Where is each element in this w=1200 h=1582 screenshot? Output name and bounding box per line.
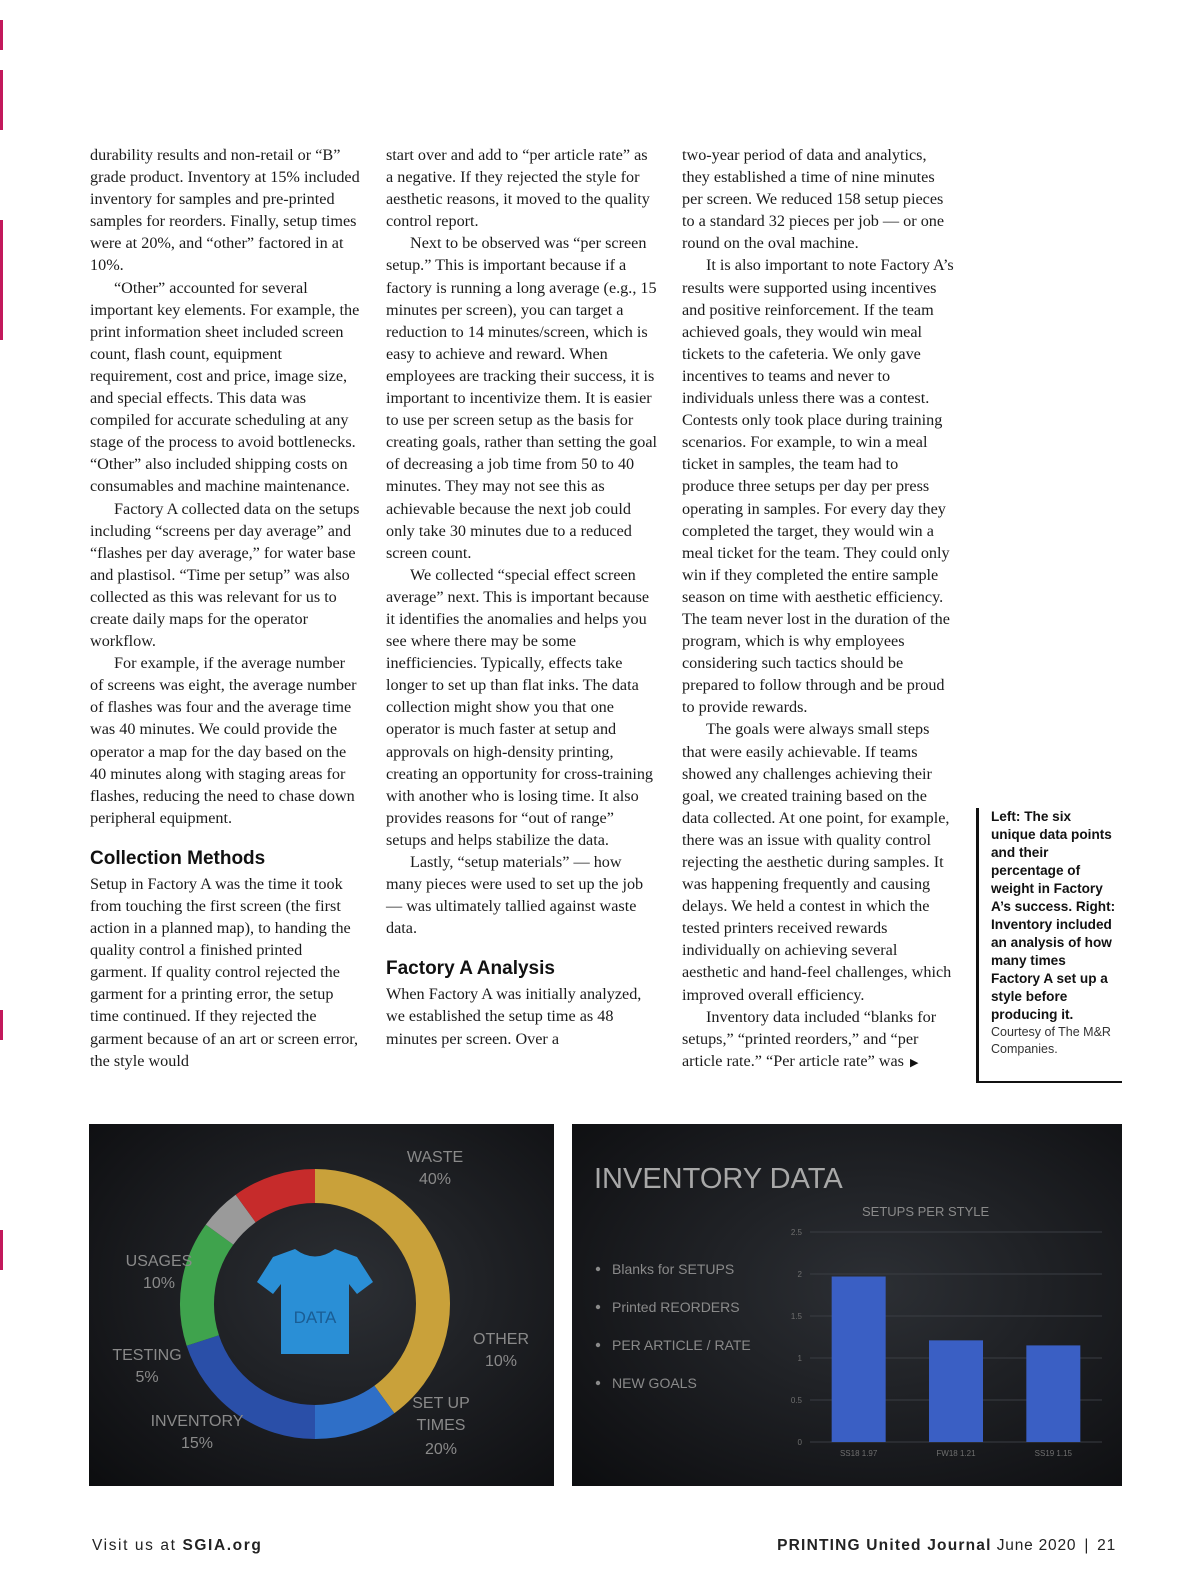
bullet-dot [596, 1305, 600, 1309]
website-link[interactable]: SGIA.org [182, 1537, 263, 1554]
x-tick-label: FW18 1.21 [936, 1449, 976, 1458]
inventory-chart-figure [572, 1124, 1122, 1486]
caption-text: Left: The six unique data points and their percentage of weight in Factory A’s success. Right: Inventory included an analysis of how many times Factory A set up a style before producing it. [991, 809, 1116, 1022]
paragraph: We collected “special effect screen average” next. This is important because it identifies the anomalies and helps you see where there may be some inefficiencies. Typically, effects take longer to set up than flat inks. The data collection might show you that one operator is much faster at setup and approvals on high-density printing, creating an opportunity for cross-training with another who is losing time. It also provides reasons for “out of range” setups and helps stabilize the data. [386, 565, 654, 849]
bar [832, 1277, 886, 1442]
article-column-3 [682, 144, 954, 1074]
label-testing-pct: 5% [135, 1369, 159, 1386]
paragraph-text: Inventory data included “blanks for setups,” “printed reorders,” and “per article rate.” “Per article rate” was [682, 1007, 937, 1070]
bullet-item: PER ARTICLE / RATE [612, 1337, 751, 1353]
chart-subtitle: SETUPS PER STYLE [862, 1204, 990, 1219]
bullet-dot [596, 1267, 600, 1271]
donut-center-label: DATA [293, 1308, 337, 1327]
label-usages-pct: 10% [142, 1275, 176, 1292]
bar [929, 1340, 983, 1442]
paragraph [682, 1006, 954, 1074]
x-tick-label: SS18 1.97 [839, 1449, 878, 1458]
edge-mark [0, 1230, 3, 1270]
label-inventory-name: INVENTORY [150, 1413, 244, 1430]
bullet-item: Printed REORDERS [612, 1299, 740, 1315]
footer-website [92, 1537, 262, 1555]
bar [1026, 1345, 1080, 1442]
paragraph: Lastly, “setup materials” — how many pieces were used to set up the job — was ultimately tallied against waste data. [386, 853, 644, 938]
donut-segment-inventory [197, 1235, 220, 1341]
bars [832, 1277, 1081, 1442]
label-setup-name-1: SET UP [412, 1395, 470, 1412]
y-tick-label: 0.5 [790, 1396, 802, 1405]
footer-issue-info [777, 1537, 1116, 1555]
paragraph: The goals were always small steps that were easily achievable. If teams showed any challenges achieving their goal, we created training based on the data collected. At one point, for example, there was an issue with quality control rejecting the aesthetic during samples. It was happening frequently and causing delays. We held a contest in which the tested printers received rewards individually on achieving several aesthetic and hand-feel challenges, which improved overall efficiency. [682, 720, 952, 1004]
label-usages-name: USAGES [125, 1253, 193, 1270]
bullet-item: Blanks for SETUPS [612, 1261, 735, 1277]
paragraph: For example, if the average number of screens was eight, the average number of flashes was four and the average time was 40 minutes. We could provide the operator a map for the day based on the 40 minutes along with staging areas for flashes, reducing the need to chase down peripheral equipment. [90, 654, 357, 827]
article-column-2 [386, 144, 658, 1050]
separator: | [1084, 1537, 1090, 1554]
t-shirt-icon [257, 1249, 373, 1354]
page-number: 21 [1097, 1537, 1116, 1554]
issue-date: June 2020 [996, 1537, 1077, 1554]
paragraph: When Factory A was initially analyzed, we established the setup time as 48 minutes per screen. Over a [386, 985, 642, 1048]
bullet-dot [596, 1343, 600, 1347]
label-setup-pct: 20% [424, 1441, 458, 1458]
paragraph: Next to be observed was “per screen setup.” This is important because if a factory is running a long average (e.g., 15 minutes per screen), you can target a reduction to 14 minutes/screen, which is easy to achieve and reward. When employees are tracking their success, it is important to incentivize them. It is easier to use per screen setup as the basis for creating goals, rather than setting the goal of decreasing a job time from 50 to 40 minutes. They may not see this as achievable because the next job could only take 30 minutes due to a reduced screen count. [386, 234, 658, 562]
section-heading: Factory A Analysis [386, 958, 555, 980]
label-testing-name: TESTING [112, 1347, 182, 1364]
label-setup-name-2: TIMES [416, 1417, 466, 1434]
paragraph: start over and add to “per article rate” as a negative. If they rejected the style for aesthetic reasons, it moved to the quality control report. [386, 146, 650, 231]
donut-figure [89, 1124, 554, 1486]
label-other-pct: 10% [484, 1353, 518, 1370]
caption-credit: Courtesy of The M&R Companies. [991, 1025, 1111, 1056]
label-other-name: OTHER [473, 1331, 529, 1348]
y-tick-label: 2.5 [790, 1228, 802, 1237]
edge-mark [0, 220, 3, 340]
edge-mark [0, 70, 3, 130]
donut-segment-usages [246, 1186, 315, 1209]
journal-name: PRINTING United Journal [777, 1537, 992, 1554]
donut-chart [89, 1124, 554, 1486]
paragraph: It is also important to note Factory A’s results were supported using incentives and positive reinforcement. If the team achieved goals, they would win meal tickets to the cafeteria. We only gave incentives to teams and never to individuals unless there was a contest. Contests only took place during training scenarios. For example, to win a meal ticket in samples, the team had to produce three setups per day per press operating in samples. For every day they completed the target, they would win a meal ticket for the team. They could only win if they completed the entire sample season on time with aesthetic efficiency. The team never lost in the duration of the program, which is why employees considering such tactics should be prepared to follow through and be proud to provide rewards. [682, 256, 954, 717]
paragraph: “Other” accounted for several important key elements. For example, the print information sheet included screen count, flash count, equipment requirement, cost and price, image size, and special effects. This data was compiled for accurate scheduling at any stage of the process to avoid bottlenecks. “Other” also included shipping costs on consumables and machine maintenance. [90, 278, 360, 496]
donut-segment-testing [220, 1209, 246, 1235]
paragraph: durability results and non-retail or “B” grade product. Inventory at 15% included inventory for samples and pre-printed samples for reorders. Finally, setup times were at 20%, and “other” factored in at 10%. [90, 146, 360, 275]
edge-mark [0, 20, 3, 50]
visit-prefix: Visit us at [92, 1537, 177, 1554]
donut-segment-other [315, 1399, 384, 1422]
figure-caption [976, 808, 1122, 1083]
bullet-list [596, 1261, 751, 1391]
label-waste-name: WASTE [406, 1149, 464, 1166]
label-waste-pct: 40% [418, 1171, 452, 1188]
y-tick-label: 1.5 [790, 1312, 802, 1321]
label-inventory-pct: 15% [180, 1435, 214, 1452]
x-axis [840, 1449, 1073, 1458]
bullet-item: NEW GOALS [612, 1375, 697, 1391]
chart-title: INVENTORY DATA [594, 1163, 843, 1195]
continue-arrow-icon: ▶ [909, 1056, 919, 1069]
y-tick-label: 2 [797, 1270, 802, 1279]
bar-chart [572, 1124, 1122, 1486]
edge-mark [0, 1010, 3, 1040]
paragraph: two-year period of data and analytics, they established a time of nine minutes per screen. We reduced 158 setup pieces to a standard 32 pieces per job — or one round on the oval machine. [682, 146, 945, 253]
article-column-1 [90, 144, 362, 1072]
bullet-dot [596, 1381, 600, 1385]
section-heading: Collection Methods [90, 847, 266, 869]
y-tick-label: 1 [797, 1354, 802, 1363]
paragraph: Setup in Factory A was the time it took from touching the first screen (the first action in a planned map), to handing the quality control a finished printed garment. If quality control rejected the garment for a printing error, the setup time continued. If they rejected the garment because of an art or screen error, the style would [90, 874, 359, 1070]
x-tick-label: SS19 1.15 [1034, 1449, 1073, 1458]
paragraph: Factory A collected data on the setups including “screens per day average” and “flashes per day average,” for water base and plastisol. “Time per setup” was also collected as this was relevant for us to create daily maps for the operator workflow. [90, 499, 360, 651]
y-tick-label: 0 [797, 1438, 802, 1447]
